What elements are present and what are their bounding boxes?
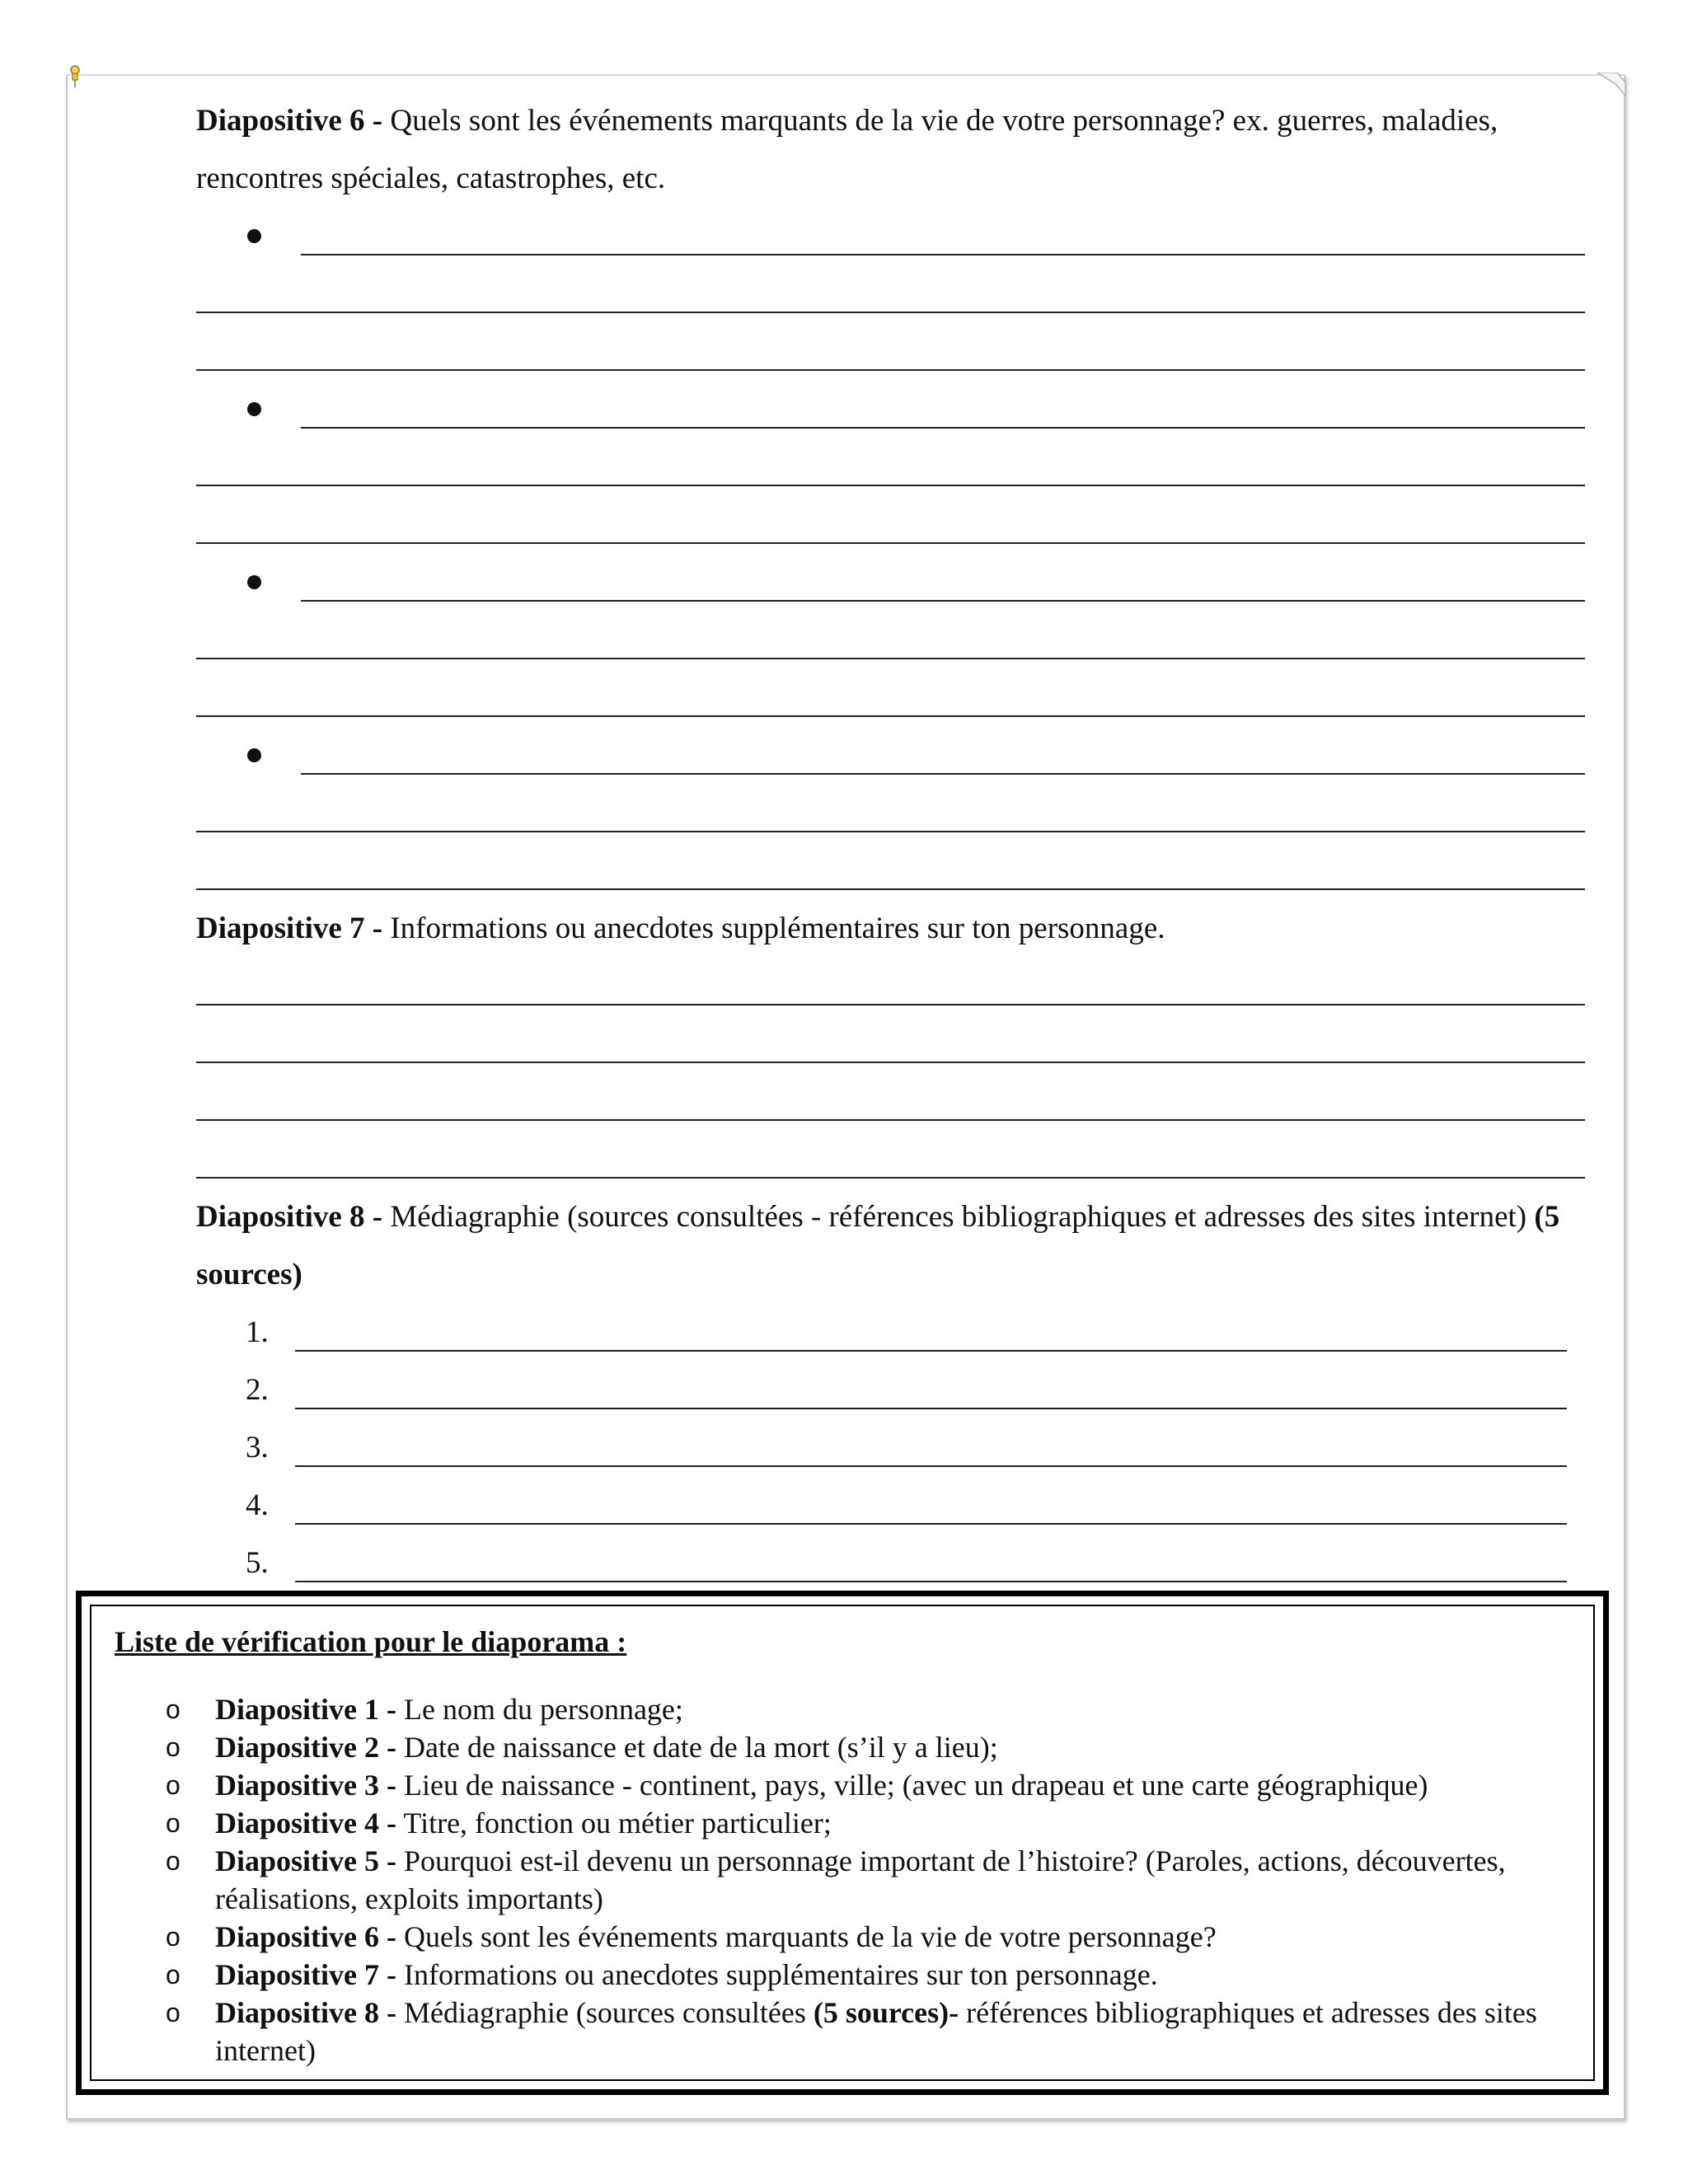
circle-bullet-icon: o	[166, 1998, 181, 2027]
bullet-icon	[247, 748, 261, 762]
answer-line[interactable]	[196, 842, 1585, 900]
slide6-answer-block	[196, 208, 1585, 900]
answer-line[interactable]	[196, 438, 1585, 496]
answer-line[interactable]	[196, 669, 1585, 727]
checklist-title: Liste de vérification pour le diaporama :	[115, 1625, 627, 1658]
answer-line[interactable]	[196, 1073, 1585, 1131]
answer-line-bullet[interactable]	[196, 381, 1585, 438]
checklist-item: o Diapositive 4 - Titre, fonction ou métier particulier;	[166, 1804, 1567, 1842]
checklist-item: o Diapositive 7 - Informations ou anecdotes supplémentaires sur ton personnage.	[166, 1956, 1567, 1994]
source-line[interactable]	[196, 1535, 1567, 1592]
source-line[interactable]	[196, 1477, 1567, 1535]
answer-line[interactable]	[196, 323, 1585, 381]
circle-bullet-icon: o	[166, 1922, 181, 1952]
worksheet-content	[196, 92, 1585, 1592]
checklist-items	[166, 1690, 1567, 2069]
circle-bullet-icon: o	[166, 1960, 181, 1990]
circle-bullet-icon: o	[166, 1808, 181, 1838]
slide8-source-list	[196, 1304, 1585, 1592]
bullet-icon	[247, 229, 261, 243]
checklist-item: o Diapositive 2 - Date de naissance et date de la mort (s’il y a lieu);	[166, 1728, 1567, 1766]
slide7-label: Diapositive 7 -	[196, 912, 383, 945]
answer-line[interactable]	[196, 1015, 1585, 1073]
slide8-prompt	[196, 1188, 1585, 1304]
checklist-item: o Diapositive 3 - Lieu de naissance - continent, pays, ville; (avec un drapeau et une carte géographique)	[166, 1766, 1567, 1804]
bullet-icon	[247, 575, 261, 589]
source-number: 1.	[246, 1315, 269, 1349]
slide8-text: Médiagraphie (sources consultées - références bibliographiques et adresses des sites internet)	[390, 1200, 1527, 1234]
source-line[interactable]	[196, 1419, 1567, 1477]
slide8-label: Diapositive 8 -	[196, 1200, 383, 1234]
answer-line[interactable]	[196, 612, 1585, 669]
answer-line-bullet[interactable]	[196, 727, 1585, 785]
checklist-item: o Diapositive 8 - Médiagraphie (sources consultées (5 sources)- références bibliographiques et adresses des sites internet)	[166, 1994, 1567, 2069]
slide6-text: Quels sont les événements marquants de la vie de votre personnage? ex. guerres, maladies, rencontres spéciales, catastrophes, etc.	[196, 104, 1498, 195]
source-number: 4.	[246, 1488, 269, 1522]
answer-line-bullet[interactable]	[196, 554, 1585, 612]
checklist-box	[76, 1591, 1609, 2095]
source-number: 2.	[246, 1373, 269, 1407]
slide6-label: Diapositive 6 -	[196, 104, 383, 138]
slide7-text: Informations ou anecdotes supplémentaires sur ton personnage.	[390, 912, 1165, 945]
answer-line[interactable]	[196, 265, 1585, 323]
slide6-prompt	[196, 92, 1585, 208]
checklist-item: o Diapositive 5 - Pourquoi est-il devenu un personnage important de l’histoire? (Paroles, actions, découvertes, réalisations, exploits importants)	[166, 1842, 1567, 1918]
answer-line[interactable]	[196, 958, 1585, 1015]
source-number: 3.	[246, 1431, 269, 1465]
slide7-answer-block	[196, 958, 1585, 1188]
answer-line[interactable]	[196, 785, 1585, 842]
checklist-item: o Diapositive 6 - Quels sont les événements marquants de la vie de votre personnage?	[166, 1918, 1567, 1956]
checklist-item: o Diapositive 1 - Le nom du personnage;	[166, 1690, 1567, 1728]
circle-bullet-icon: o	[166, 1846, 181, 1876]
source-number: 5.	[246, 1546, 269, 1580]
source-line[interactable]	[196, 1361, 1567, 1419]
source-line[interactable]	[196, 1304, 1567, 1361]
answer-line[interactable]	[196, 1131, 1585, 1188]
answer-line[interactable]	[196, 496, 1585, 554]
slide7-prompt	[196, 900, 1585, 958]
circle-bullet-icon: o	[166, 1694, 181, 1724]
circle-bullet-icon: o	[166, 1770, 181, 1800]
page-fold-icon	[1597, 73, 1627, 97]
slide8-sources-note: (5 sources)	[196, 1200, 1560, 1291]
answer-line-bullet[interactable]	[196, 208, 1585, 265]
circle-bullet-icon: o	[166, 1732, 181, 1762]
bullet-icon	[247, 402, 261, 416]
pushpin-icon	[68, 64, 82, 89]
